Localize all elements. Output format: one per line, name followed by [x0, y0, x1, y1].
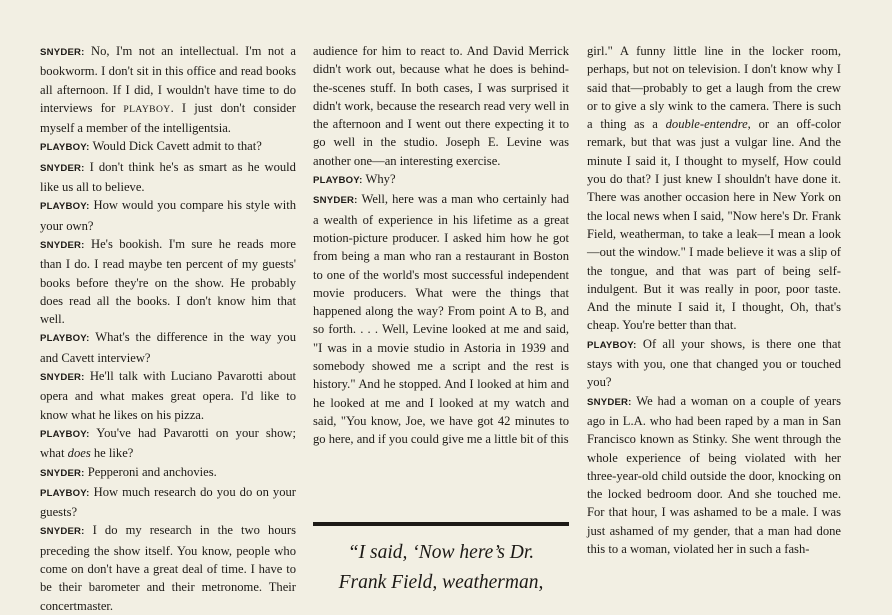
- speaker-label: PLAYBOY:: [313, 175, 363, 187]
- italic-emphasis: double-entendre: [665, 117, 748, 132]
- speaker-label: PLAYBOY:: [40, 142, 90, 154]
- pull-quote-line: “I said, ‘Now here’s Dr.: [347, 542, 535, 563]
- speaker-label: PLAYBOY:: [40, 487, 90, 499]
- text-column-2: [313, 42, 569, 449]
- speaker-label: SNYDER:: [40, 239, 85, 251]
- pull-quote-line: Frank Field, weatherman,: [338, 572, 544, 593]
- paragraph: SNYDER: He's bookish. I'm sure he reads more than I do. I read maybe ten percent of my guests' books before they're on the show. He probably does read all the books. I don't know him that well.: [40, 236, 296, 327]
- text-column-1: [40, 42, 296, 615]
- speaker-label: PLAYBOY:: [40, 428, 90, 440]
- paragraph: SNYDER: We had a woman on a couple of years ago in L.A. who had been raped by a man in San Francisco known as Stinky. She went through the whole experience of being violated with her three-year-old child outside the door, knocking on the locked bedroom door. And she touched me. For that hour, I was ashamed to be a male. I was just ashamed of my gender, that a man had done this to a woman, violated her in such a fash-: [587, 393, 841, 557]
- speaker-label: PLAYBOY:: [40, 333, 90, 345]
- paragraph: SNYDER: I don't think he's as smart as he would like us all to believe.: [40, 159, 296, 195]
- paragraph: SNYDER: He'll talk with Luciano Pavarotti about opera and what makes great opera. I'd like to know what he likes on his pizza.: [40, 369, 296, 422]
- paragraph: SNYDER: I do my research in the two hours preceding the show itself. You know, people who come on don't have a great deal of time. I have to be their barometer and their metronome. Their concertmaster.: [40, 523, 297, 613]
- speaker-label: SNYDER:: [40, 467, 85, 479]
- paragraph: PLAYBOY: You've had Pavarotti on your show; what does he like?: [40, 425, 296, 461]
- paragraph: PLAYBOY: Why?: [313, 172, 396, 187]
- pull-quote: [313, 538, 569, 598]
- speaker-label: SNYDER:: [40, 162, 85, 174]
- speaker-label: SNYDER:: [40, 372, 85, 384]
- paragraph: PLAYBOY: How much research do you do on your guests?: [40, 484, 296, 520]
- paragraph: PLAYBOY: What's the difference in the way you and Cavett interview?: [40, 330, 296, 365]
- paragraph: SNYDER: Pepperoni and anchovies.: [40, 464, 217, 479]
- speaker-label: SNYDER:: [40, 526, 85, 538]
- speaker-label: PLAYBOY:: [40, 201, 90, 213]
- paragraph: PLAYBOY: How would you compare his style with your own?: [40, 198, 296, 233]
- speaker-label: SNYDER:: [587, 396, 632, 408]
- italic-emphasis: does: [67, 446, 91, 461]
- speaker-label: SNYDER:: [40, 47, 85, 58]
- pull-quote-rule: [313, 522, 569, 526]
- paragraph: SNYDER: No, I'm not an intellectual. I'm not a bookworm. I don't sit in this office and read books all afternoon. If I did, I wouldn't have time to do interviews for PLAYBOY. I just don't consider myself a member of the intelligentsia.: [40, 44, 296, 136]
- paragraph: audience for him to react to. And David Merrick didn't work out, because what he does is behind-the-scenes stuff. In both cases, I was surprised it didn't work, because the research read very well in the afternoon and I went out there expecting it to go well in the studio. Joseph E. Levine was another one—an interesting exercise.: [313, 44, 569, 168]
- paragraph: girl." A funny little line in the locker room, perhaps, but not on television. I don't know why I said that—probably to get a laugh from the crew or to give a sly wink to the camera. There is such a thing as a double-entendre, or an off-color remark, but that was just a vulgar line. And the minute I said it, I thought to myself, How could you do that? I just knew I shouldn't have done it. There was another occasion here in New York on the local news when I said, "Now here's Dr. Frank Field, weatherman, to take a leak—I mean a look—out the window." I made believe it was a slip of the tongue, and that was part of being self-indulgent. But it was really in poor, poor taste. And the minute I said it, I thought, Oh, that's cheap. You're better than that.: [587, 44, 842, 333]
- small-caps-text: PLAYBOY: [123, 103, 171, 115]
- speaker-label: PLAYBOY:: [587, 339, 637, 351]
- paragraph: SNYDER: Well, here was a man who certainly had a wealth of experience in his lifetime as a great motion-picture producer. I asked him how he got from being a man who ran a restaurant in Boston to one of the world's most successful independent movie producers. What were the things that happened along the way? From point A to B, and so forth. . . . Well, Levine looked at me and said, "I was in a movie studio in Astoria in 1939 and somebody showed me a script and the rest is history." And he stopped. And I looked at him and he looked at me and I looked at my watch and said, "You know, Joe, we have got 42 minutes to go here, and if you could give me a little bit of this: [313, 192, 570, 447]
- speaker-label: SNYDER:: [313, 195, 358, 207]
- text-column-3: [587, 42, 841, 558]
- paragraph: PLAYBOY: Of all your shows, is there one that stays with you, one that changed you or touched you?: [587, 336, 841, 390]
- paragraph: PLAYBOY: Would Dick Cavett admit to that?: [40, 139, 262, 154]
